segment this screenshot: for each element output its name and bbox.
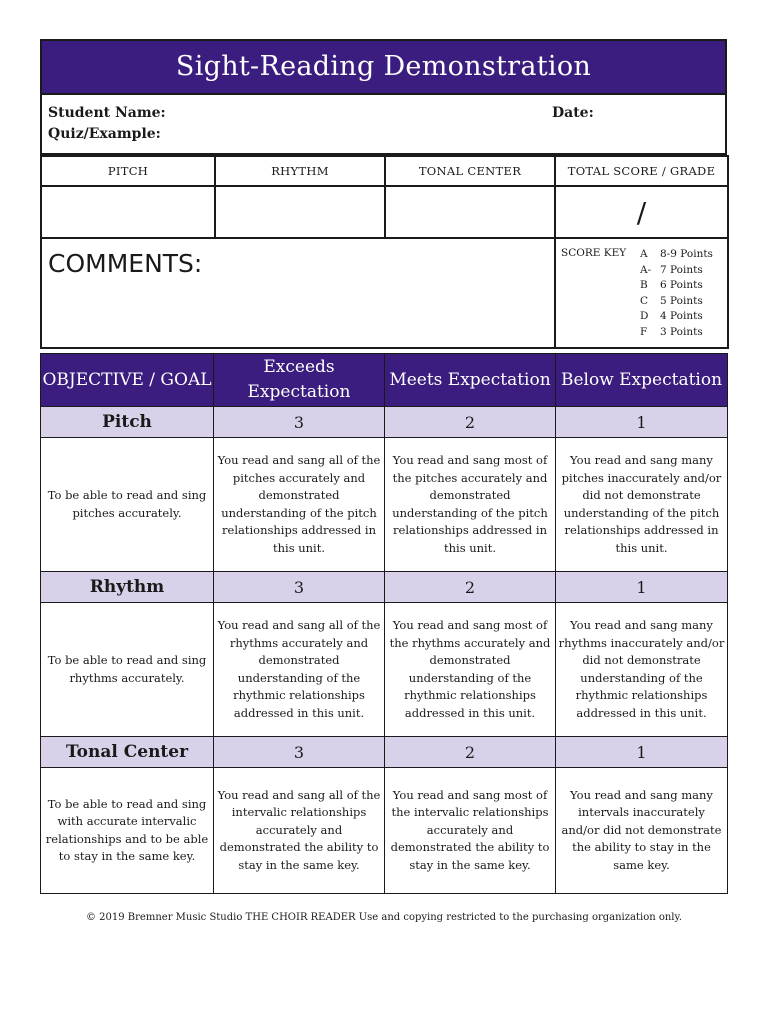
description-meets: You read and sang most of the rhythms accurately and demonstrated understanding of the rhythmic relationships addressed in this unit. (385, 603, 556, 737)
score-table (40, 155, 729, 349)
score-key-row (640, 325, 713, 341)
quiz-example-label: Quiz/Example: (48, 126, 161, 142)
description-below: You read and sang many pitches inaccurately and/or did not demonstrate understanding of the pitch relationships addressed in this unit. (556, 438, 728, 572)
score-key-row (640, 309, 713, 325)
date-label: Date: (552, 105, 594, 121)
grade-points: 5 Points (660, 294, 703, 307)
below-expectation-header: Below Expectation (556, 354, 728, 407)
score-slash: / (636, 195, 647, 229)
grade-points: 3 Points (660, 325, 703, 338)
grade-letter: A (640, 248, 648, 260)
category-pitch: Pitch (41, 407, 214, 438)
description-exceeds: You read and sang all of the rhythms accurately and demonstrated understanding of the rhythmic relationships addressed in this unit. (214, 603, 385, 737)
score-key-row (640, 263, 713, 279)
copyright-footer: © 2019 Bremner Music Studio THE CHOIR READER Use and copying restricted to the purchasing organization only. (86, 912, 682, 923)
comments-box[interactable] (41, 238, 555, 348)
description-meets: You read and sang most of the pitches accurately and demonstrated understanding of the pitch relationships addressed in this unit. (385, 438, 556, 572)
score-meets: 2 (385, 572, 556, 603)
comments-label: COMMENTS: (48, 249, 203, 278)
page-title: Sight-Reading Demonstration (40, 39, 727, 95)
tonal-center-score-field[interactable] (385, 186, 555, 238)
description-meets: You read and sang most of the intervalic relationships accurately and demonstrated the ability to stay in the same key. (385, 768, 556, 894)
pitch-score-field[interactable] (41, 186, 215, 238)
score-key-row (640, 247, 713, 263)
objective-tonal-center: To be able to read and sing with accurate intervalic relationships and to be able to stay in the same key. (41, 768, 214, 894)
score-sheet (40, 39, 727, 349)
rubric-table (40, 353, 728, 894)
score-exceeds: 3 (214, 737, 385, 768)
score-exceeds: 3 (214, 407, 385, 438)
score-key-row (640, 294, 713, 310)
category-tonal-center: Tonal Center (41, 737, 214, 768)
rhythm-header: RHYTHM (215, 156, 385, 186)
student-name-label: Student Name: (48, 105, 166, 121)
objective-goal-header: OBJECTIVE / GOAL (41, 354, 214, 407)
category-rhythm: Rhythm (41, 572, 214, 603)
grade-points: 8-9 Points (660, 248, 713, 260)
objective-rhythm: To be able to read and sing rhythms accurately. (41, 603, 214, 737)
rubric-section (40, 353, 727, 894)
score-key-label: SCORE KEY (561, 247, 627, 259)
grade-points: 4 Points (660, 310, 703, 322)
description-exceeds: You read and sang all of the pitches accurately and demonstrated understanding of the pitch relationships addressed in this unit. (214, 438, 385, 572)
grade-letter: F (640, 325, 648, 338)
grade-letter: C (640, 294, 649, 307)
total-score-field[interactable] (555, 186, 728, 238)
exceeds-expectation-header: Exceeds Expectation (214, 354, 385, 407)
pitch-header: PITCH (41, 156, 215, 186)
score-meets: 2 (385, 737, 556, 768)
description-below: You read and sang many rhythms inaccurately and/or did not demonstrate understanding of the rhythmic relationships addressed in this unit. (556, 603, 728, 737)
score-meets: 2 (385, 407, 556, 438)
score-exceeds: 3 (214, 572, 385, 603)
grade-points: 7 Points (660, 263, 703, 276)
total-score-header: TOTAL SCORE / GRADE (555, 156, 728, 186)
grade-letter: D (640, 310, 649, 322)
score-key-list (640, 247, 713, 340)
student-info-section (40, 95, 727, 155)
score-key (555, 238, 728, 348)
description-exceeds: You read and sang all of the intervalic relationships accurately and demonstrated the ability to stay in the same key. (214, 768, 385, 894)
objective-pitch: To be able to read and sing pitches accurately. (41, 438, 214, 572)
rhythm-score-field[interactable] (215, 186, 385, 238)
grade-letter: A- (640, 263, 652, 276)
score-below: 1 (556, 572, 728, 603)
meets-expectation-header: Meets Expectation (385, 354, 556, 407)
grade-points: 6 Points (660, 279, 703, 291)
score-key-row (640, 278, 713, 294)
grade-letter: B (640, 279, 648, 291)
score-below: 1 (556, 737, 728, 768)
description-below: You read and sang many intervals inaccurately and/or did not demonstrate the ability to stay in the same key. (556, 768, 728, 894)
tonal-center-header: TONAL CENTER (385, 156, 555, 186)
score-below: 1 (556, 407, 728, 438)
